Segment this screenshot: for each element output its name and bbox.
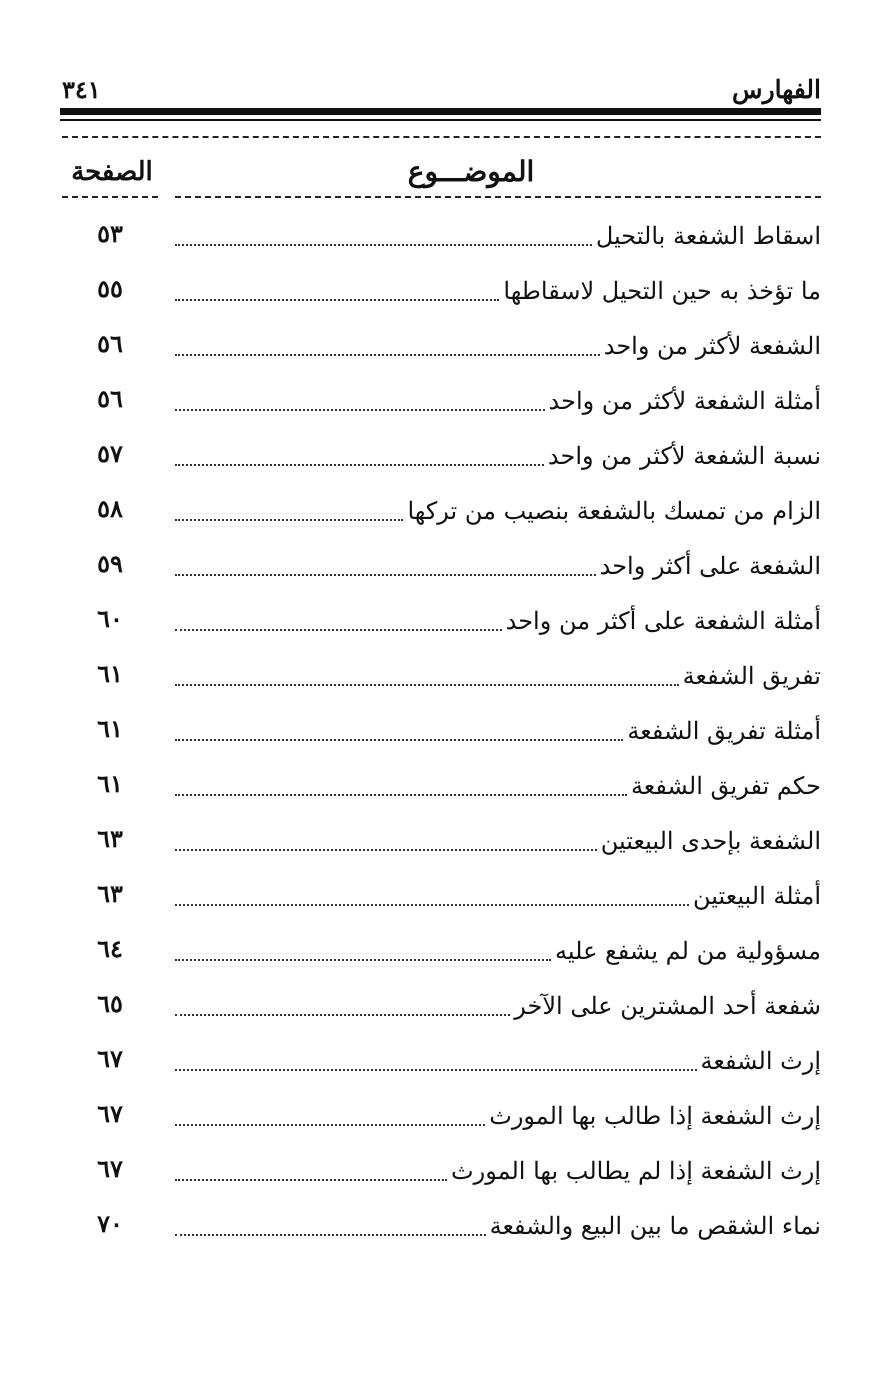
dot-leader [175,244,592,246]
entry-title: الشفعة بإحدى البيعتين [600,827,821,855]
dot-leader [175,1014,510,1016]
dot-leader [175,904,689,906]
dot-leader [175,574,596,576]
header-rule-dashed [62,136,821,138]
column-topic-heading: الموضـــوع [407,155,535,188]
dot-leader [175,409,545,411]
entry-title: ما تؤخذ به حين التحيل لاسقاطها [503,277,821,305]
running-title: الفهارس [732,75,821,104]
entry-title: أمثلة الشفعة على أكثر من واحد [505,607,821,635]
page-number: ٣٤١ [62,75,101,104]
entry-page-number: ٦٧ [97,1154,123,1183]
dot-leader [175,739,623,741]
index-entry [60,922,821,977]
index-entry [60,977,821,1032]
entry-title: اسقاط الشفعة بالتحيل [595,222,821,250]
index-entry [60,207,821,262]
dot-leader [175,1069,697,1071]
index-entry [60,1087,821,1142]
index-entry [60,482,821,537]
entry-title: الشفعة لأكثر من واحد [603,332,821,360]
entry-page-number: ٥٦ [97,329,123,358]
dot-leader [175,629,502,631]
entry-page-number: ٥٧ [97,439,123,468]
running-header [62,72,821,108]
entry-page-number: ٥٩ [97,549,123,578]
index-entry [60,317,821,372]
entry-page-number: ٦١ [97,714,123,743]
dot-leader [175,849,597,851]
entry-title: الزام من تمسك بالشفعة بنصيب من تركها [407,497,821,525]
entry-page-number: ٦٧ [97,1099,123,1128]
entry-title: إرث الشفعة إذا طالب بها المورث [489,1102,821,1130]
index-entry [60,702,821,757]
entry-page-number: ٥٦ [97,384,123,413]
index-entries [60,207,821,1252]
entry-title: نسبة الشفعة لأكثر من واحد [547,442,821,470]
dot-leader [175,1179,447,1181]
index-entry [60,1197,821,1252]
index-entry [60,592,821,647]
entry-page-number: ٦٧ [97,1044,123,1073]
index-entry [60,1142,821,1197]
index-entry [60,757,821,812]
column-header [62,150,821,198]
entry-page-number: ٦٠ [97,604,123,633]
header-rule-thin [60,119,821,121]
dot-leader [175,794,627,796]
entry-page-number: ٦٣ [97,824,123,853]
entry-page-number: ٦١ [97,659,123,688]
dot-leader [175,1124,485,1126]
index-entry [60,867,821,922]
entry-title: أمثلة تفريق الشفعة [627,717,821,745]
column-page-underline [62,196,158,198]
entry-page-number: ٥٣ [97,219,123,248]
entry-page-number: ٦٣ [97,879,123,908]
entry-page-number: ٦٥ [97,989,123,1018]
index-entry [60,262,821,317]
entry-page-number: ٥٨ [97,494,123,523]
entry-page-number: ٦١ [97,769,123,798]
entry-page-number: ٦٤ [97,934,123,963]
dot-leader [175,519,403,521]
dot-leader [175,299,499,301]
index-entry [60,812,821,867]
dot-leader [175,684,679,686]
dot-leader [175,354,600,356]
entry-page-number: ٥٥ [97,274,123,303]
index-entry [60,647,821,702]
entry-title: الشفعة على أكثر واحد [599,552,821,580]
entry-title: تفريق الشفعة [682,662,821,690]
entry-title: مسؤولية من لم يشفع عليه [555,937,821,965]
column-page-heading: الصفحة [71,157,153,187]
header-rule-thick [60,108,821,115]
index-entry [60,372,821,427]
index-entry [60,427,821,482]
entry-title: أمثلة البيعتين [692,882,821,910]
entry-title: أمثلة الشفعة لأكثر من واحد [548,387,821,415]
column-topic-underline [175,196,821,198]
entry-title: نماء الشقص ما بين البيع والشفعة [489,1212,821,1240]
entry-title: إرث الشفعة إذا لم يطالب بها المورث [451,1157,821,1185]
index-entry [60,537,821,592]
entry-title: حكم تفريق الشفعة [630,772,821,800]
dot-leader [175,1234,486,1236]
dot-leader [175,464,544,466]
entry-page-number: ٧٠ [97,1209,123,1238]
entry-title: إرث الشفعة [700,1047,821,1075]
index-entry [60,1032,821,1087]
dot-leader [175,959,551,961]
entry-title: شفعة أحد المشترين على الآخر [514,992,821,1020]
